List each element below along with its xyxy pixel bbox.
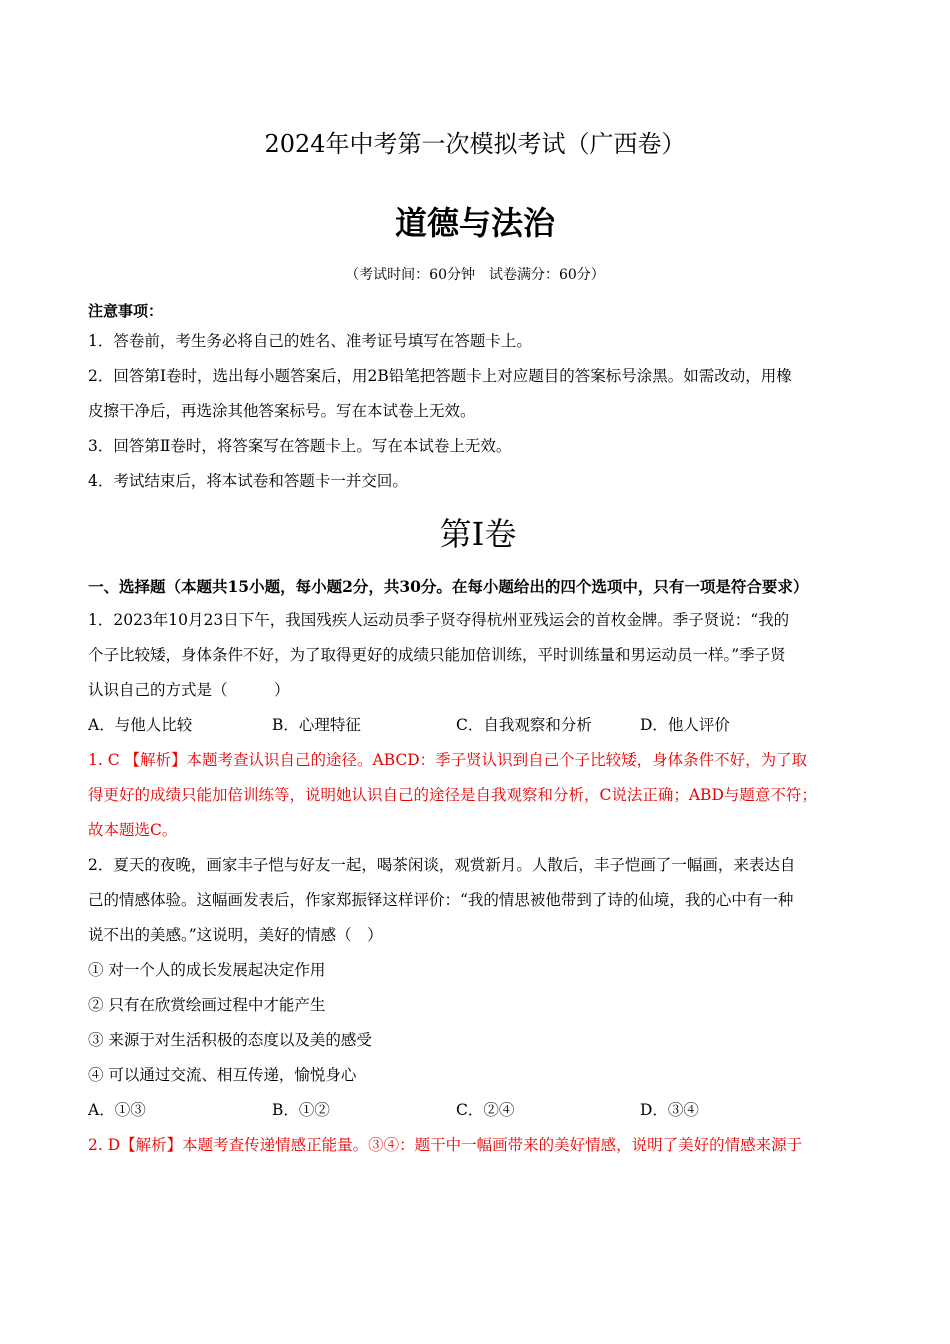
question-stem-line: 说不出的美感。”这说明，美好的情感（ ） [88,926,383,944]
option-c: C．②④ [456,1101,515,1119]
statement: ① 对一个人的成长发展起决定作用 [88,961,326,979]
exam-body [88,298,868,1163]
answer-line: 故本题选C。 [88,821,178,839]
option-b: B．心理特征 [272,716,361,734]
answer-line: 2. D【解析】本题考查传递情感正能量。③④：题干中一幅画带来的美好情感，说明了美好的情感来源于 [88,1136,803,1154]
notice-item: 1．答卷前，考生务必将自己的姓名、准考证号填写在答题卡上。 [88,332,532,350]
option-d: D．③④ [640,1101,699,1119]
statement: ④ 可以通过交流、相互传递，愉悦身心 [88,1066,357,1084]
question-stem-line: 己的情感体验。这幅画发表后，作家郑振铎这样评价：“我的情思被他带到了诗的仙境，我的心中有一种 [88,891,794,909]
option-d: D．他人评价 [640,716,730,734]
notice-item: 2．回答第Ⅰ卷时，选出每小题答案后，用2B铅笔把答题卡上对应题目的答案标号涂黑。如需改动，用橡 [88,367,792,385]
question-stem-line: 认识自己的方式是（ ） [88,681,290,699]
question-2 [88,848,868,1163]
question-1 [88,603,868,848]
statement: ② 只有在欣赏绘画过程中才能产生 [88,996,326,1014]
question-options [88,1093,868,1128]
question-stem-line: 个子比较矮，身体条件不好，为了取得更好的成绩只能加倍训练，平时训练量和男运动员一样。”季子贤 [88,646,786,664]
notice-item: 4．考试结束后，将本试卷和答题卡一并交回。 [88,472,408,490]
notice-title: 注意事项： [88,302,164,320]
section-heading: 一、选择题（本题共15小题，每小题2分，共30分。在每小题给出的四个选项中，只有一项是符合要求） [88,577,809,596]
option-a: A．与他人比较 [88,716,193,734]
subject-title: 道德与法治 [394,204,555,242]
option-b: B．①② [272,1101,330,1119]
volume-title: 第Ⅰ卷 [439,515,517,553]
question-stem-line: 1．2023年10月23日下午，我国残疾人运动员季子贤夺得杭州亚残运会的首枚金牌。季子贤说：“我的 [88,611,790,629]
notice-item: 皮擦干净后，再选涂其他答案标号。写在本试卷上无效。 [88,402,476,420]
option-c: C．自我观察和分析 [456,716,592,734]
question-options [88,708,868,743]
exam-info: （考试时间：60分钟 试卷满分：60分） [345,267,605,283]
notice-item: 3．回答第Ⅱ卷时，将答案写在答题卡上。写在本试卷上无效。 [88,437,512,455]
answer-line: 得更好的成绩只能加倍训练等，说明她认识自己的途径是自我观察和分析，C说法正确；ABD与题意不符； [88,786,817,804]
statement: ③ 来源于对生活积极的态度以及美的感受 [88,1031,372,1049]
exam-title: 2024年中考第一次模拟考试（广西卷） [264,130,686,158]
answer-line: 1. C 【解析】本题考查认识自己的途径。ABCD：季子贤认识到自己个子比较矮，身体条件不好，为了取 [88,751,808,769]
option-a: A．①③ [88,1101,146,1119]
question-stem-line: 2．夏天的夜晚，画家丰子恺与好友一起，喝茶闲谈，观赏新月。人散后，丰子恺画了一幅画，来表达自 [88,856,796,874]
